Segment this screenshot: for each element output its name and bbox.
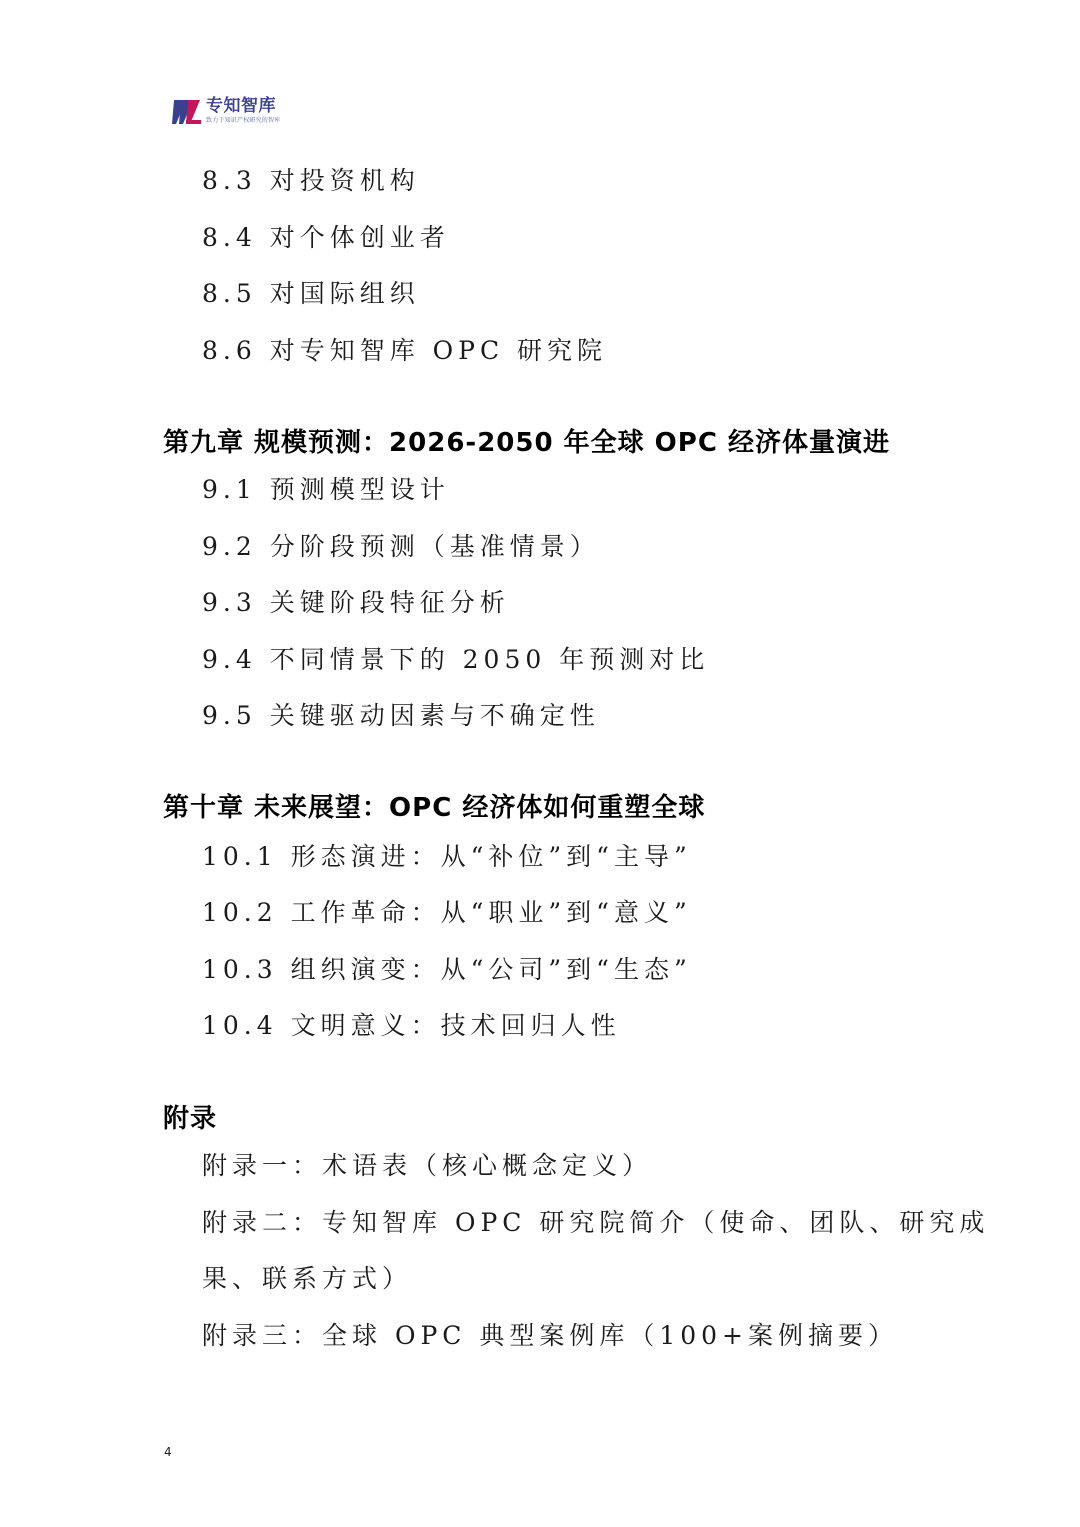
logo-mark-icon — [172, 98, 202, 126]
toc-item-8-6: 8.6 对专知智库 OPC 研究院 — [202, 336, 608, 365]
appendix-title: 附录 — [163, 1104, 218, 1134]
toc-item-8-3: 8.3 对投资机构 — [202, 166, 420, 195]
brand-logo — [172, 98, 280, 126]
appendix-item-2-continued: 果、联系方式） — [202, 1264, 413, 1293]
toc-item-10-2: 10.2 工作革命：从“职业”到“意义” — [202, 898, 692, 927]
logo-subtitle: 致力于知识产权研究的智库 — [206, 117, 281, 124]
page-number: 4 — [164, 1445, 172, 1459]
appendix-item-3: 附录三：全球 OPC 典型案例库（100+案例摘要） — [202, 1321, 899, 1350]
toc-item-8-5: 8.5 对国际组织 — [202, 279, 420, 308]
appendix-item-1: 附录一：术语表（核心概念定义） — [202, 1151, 653, 1180]
toc-item-9-2: 9.2 分阶段预测（基准情景） — [202, 532, 600, 561]
appendix-item-2: 附录二：专知智库 OPC 研究院简介（使命、团队、研究成 — [202, 1208, 990, 1237]
toc-item-9-3: 9.3 关键阶段特征分析 — [202, 588, 510, 617]
logo-name: 专知智库 — [206, 96, 276, 116]
toc-item-10-3: 10.3 组织演变：从“公司”到“生态” — [202, 955, 692, 984]
toc-item-9-5: 9.5 关键驱动因素与不确定性 — [202, 701, 600, 730]
chapter-9-title: 第九章 规模预测：2026-2050 年全球 OPC 经济体量演进 — [163, 428, 890, 458]
toc-item-10-4: 10.4 文明意义：技术回归人性 — [202, 1011, 621, 1040]
toc-item-8-4: 8.4 对个体创业者 — [202, 223, 450, 252]
toc-item-9-1: 9.1 预测模型设计 — [202, 475, 450, 504]
toc-item-10-1: 10.1 形态演进：从“补位”到“主导” — [202, 842, 692, 871]
chapter-10-title: 第十章 未来展望：OPC 经济体如何重塑全球 — [163, 793, 706, 823]
toc-item-9-4: 9.4 不同情景下的 2050 年预测对比 — [202, 645, 710, 674]
